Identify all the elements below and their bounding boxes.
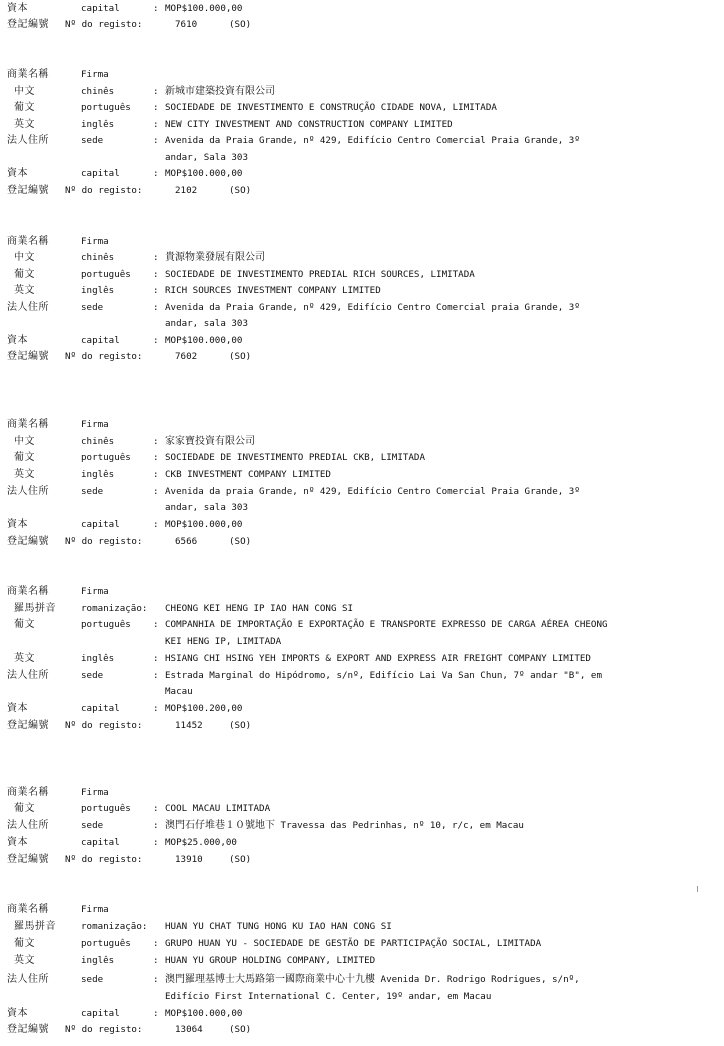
- registo-tag: (SO): [229, 1024, 252, 1035]
- romanizacao-label-pt: romanização:: [81, 603, 148, 614]
- registo-label-zh: 登記編號: [7, 1024, 49, 1035]
- capital-label-zh: 資本: [7, 3, 28, 14]
- colon: :: [153, 803, 159, 814]
- colon: :: [153, 269, 159, 280]
- registo-tag: (SO): [229, 351, 252, 362]
- ingles-name: HUAN YU GROUP HOLDING COMPANY, LIMITED: [165, 955, 376, 966]
- capital-value: MOP$100.000,00: [165, 335, 243, 346]
- chines-label-pt: chinês: [81, 252, 115, 263]
- romanizacao-label-zh: 羅馬拼音: [14, 921, 56, 932]
- sede-label-zh: 法人住所: [7, 974, 49, 985]
- capital-value: MOP$100.000,00: [165, 519, 243, 530]
- sede-label-pt: sede: [81, 486, 104, 497]
- colon: :: [153, 168, 159, 179]
- colon: :: [153, 3, 159, 14]
- ingles-name: HSIANG CHI HSING YEH IMPORTS & EXPORT AND EXPRESS AIR FREIGHT COMPANY LIMITED: [165, 653, 591, 664]
- ingles-label-pt: inglês: [81, 285, 115, 296]
- registo-label-pt: Nº do registo:: [65, 536, 143, 547]
- sede-address-cont: Macau: [165, 686, 193, 697]
- portugues-label-zh: 葡文: [14, 619, 35, 630]
- chines-name: 貴源物業發展有限公司: [165, 252, 265, 263]
- colon: :: [153, 955, 159, 966]
- firma-label-zh: 商業名稱: [7, 586, 49, 597]
- registo-label-zh: 登記編號: [7, 536, 49, 547]
- sede-address-cont: andar, Sala 303: [165, 152, 248, 163]
- colon: :: [153, 285, 159, 296]
- capital-value: MOP$100.000,00: [165, 1008, 243, 1019]
- portugues-label-pt: português: [81, 102, 131, 113]
- ingles-label-pt: inglês: [81, 469, 115, 480]
- capital-label-pt: capital: [81, 168, 120, 179]
- chines-name: 家家寶投資有限公司: [165, 436, 255, 447]
- firma-label-zh: 商業名稱: [7, 236, 49, 247]
- colon: :: [153, 102, 159, 113]
- portugues-name: COMPANHIA DE IMPORTAÇÃO E EXPORTAÇÃO E TRANSPORTE EXPRESSO DE CARGA AÉREA CHEONG: [165, 619, 608, 630]
- portugues-label-pt: português: [81, 619, 131, 630]
- sede-address: 澳門羅理基博士大馬路第一國際商業中心十九樓 Avenida Dr. Rodrigo Rodrigues, s/nº,: [165, 974, 580, 985]
- firma-label-pt: Firma: [81, 419, 109, 430]
- ingles-label-zh: 英文: [14, 119, 35, 130]
- capital-value: MOP$100.000,00: [165, 168, 243, 179]
- portugues-name: SOCIEDADE DE INVESTIMENTO PREDIAL RICH SOURCES, LIMITADA: [165, 269, 475, 280]
- capital-label-zh: 資本: [7, 837, 28, 848]
- colon: :: [153, 519, 159, 530]
- registo-label-zh: 登記編號: [7, 351, 49, 362]
- colon: :: [153, 335, 159, 346]
- sede-label-pt: sede: [81, 302, 104, 313]
- colon: :: [153, 820, 159, 831]
- romanizacao-name: HUAN YU CHAT TUNG HONG KU IAO HAN CONG SI: [165, 921, 392, 932]
- firma-label-zh: 商業名稱: [7, 787, 49, 798]
- ingles-name: NEW CITY INVESTMENT AND CONSTRUCTION COMPANY LIMITED: [165, 119, 453, 130]
- portugues-label-zh: 葡文: [14, 803, 35, 814]
- sede-address: 澳門石仔堆巷１０號地下 Travessa das Pedrinhas, nº 10, r/c, em Macau: [165, 820, 524, 831]
- firma-label-pt: Firma: [81, 236, 109, 247]
- sede-label-pt: sede: [81, 670, 104, 681]
- registo-label-pt: Nº do registo:: [65, 854, 143, 865]
- capital-value: MOP$100.000,00: [165, 3, 243, 14]
- colon: :: [153, 469, 159, 480]
- registo-number: 7602: [175, 351, 198, 362]
- chines-label-pt: chinês: [81, 86, 115, 97]
- colon: :: [153, 703, 159, 714]
- portugues-name: COOL MACAU LIMITADA: [165, 803, 271, 814]
- sede-label-pt: sede: [81, 974, 104, 985]
- registo-number: 2102: [175, 185, 198, 196]
- portugues-label-pt: português: [81, 803, 131, 814]
- colon: :: [153, 974, 159, 985]
- colon: :: [153, 436, 159, 447]
- capital-label-zh: 資本: [7, 519, 28, 530]
- colon: :: [153, 302, 159, 313]
- firma-label-pt: Firma: [81, 787, 109, 798]
- sede-address-cont: andar, sala 303: [165, 502, 248, 513]
- capital-label-pt: capital: [81, 1008, 120, 1019]
- sede-label-zh: 法人住所: [7, 670, 49, 681]
- colon: :: [153, 486, 159, 497]
- registo-label-pt: Nº do registo:: [65, 720, 143, 731]
- colon: :: [153, 653, 159, 664]
- firma-label-zh: 商業名稱: [7, 69, 49, 80]
- colon: :: [153, 452, 159, 463]
- registo-label-zh: 登記編號: [7, 19, 49, 30]
- registo-number: 11452: [175, 720, 203, 731]
- portugues-label-pt: português: [81, 269, 131, 280]
- registo-label-pt: Nº do registo:: [65, 19, 143, 30]
- capital-label-pt: capital: [81, 703, 120, 714]
- chines-label-zh: 中文: [14, 86, 35, 97]
- colon: :: [153, 670, 159, 681]
- colon: :: [153, 619, 159, 630]
- chines-label-zh: 中文: [14, 252, 35, 263]
- portugues-label-zh: 葡文: [14, 269, 35, 280]
- registo-number: 13910: [175, 854, 203, 865]
- capital-label-pt: capital: [81, 335, 120, 346]
- sede-address: Avenida da Praia Grande, nº 429, Edifício Centro Comercial Praia Grande, 3º: [165, 135, 580, 146]
- firma-label-pt: Firma: [81, 69, 109, 80]
- registo-label-pt: Nº do registo:: [65, 185, 143, 196]
- ingles-name: RICH SOURCES INVESTMENT COMPANY LIMITED: [165, 285, 381, 296]
- portugues-label-zh: 葡文: [14, 452, 35, 463]
- ingles-label-pt: inglês: [81, 955, 115, 966]
- sede-address: Avenida da praia Grande, nº 429, Edifício Centro Comercial Praia Grande, 3º: [165, 486, 580, 497]
- scan-speck: [697, 886, 698, 892]
- colon: :: [153, 837, 159, 848]
- capital-label-zh: 資本: [7, 335, 28, 346]
- ingles-label-zh: 英文: [14, 955, 35, 966]
- registo-label-zh: 登記編號: [7, 185, 49, 196]
- colon: :: [153, 135, 159, 146]
- colon: :: [153, 1008, 159, 1019]
- registo-label-zh: 登記編號: [7, 720, 49, 731]
- registo-number: 7610: [175, 19, 198, 30]
- portugues-label-pt: português: [81, 452, 131, 463]
- ingles-label-pt: inglês: [81, 119, 115, 130]
- sede-label-zh: 法人住所: [7, 820, 49, 831]
- registo-tag: (SO): [229, 720, 252, 731]
- capital-label-pt: capital: [81, 519, 120, 530]
- registo-label-pt: Nº do registo:: [65, 1024, 143, 1035]
- sede-label-zh: 法人住所: [7, 135, 49, 146]
- ingles-label-pt: inglês: [81, 653, 115, 664]
- registo-tag: (SO): [229, 19, 252, 30]
- portugues-name-cont: KEI HENG IP, LIMITADA: [165, 636, 282, 647]
- capital-value: MOP$100.200,00: [165, 703, 243, 714]
- colon: :: [153, 252, 159, 263]
- romanizacao-label-zh: 羅馬拼音: [14, 603, 56, 614]
- capital-label-zh: 資本: [7, 168, 28, 179]
- registo-number: 6566: [175, 536, 198, 547]
- ingles-label-zh: 英文: [14, 285, 35, 296]
- firma-label-pt: Firma: [81, 904, 109, 915]
- registo-tag: (SO): [229, 854, 252, 865]
- colon: :: [153, 119, 159, 130]
- capital-value: MOP$25.000,00: [165, 837, 237, 848]
- portugues-name: GRUPO HUAN YU - SOCIEDADE DE GESTÃO DE PARTICIPAÇÃO SOCIAL, LIMITADA: [165, 938, 542, 949]
- capital-label-zh: 資本: [7, 1008, 28, 1019]
- chines-label-pt: chinês: [81, 436, 115, 447]
- registo-tag: (SO): [229, 185, 252, 196]
- sede-label-pt: sede: [81, 820, 104, 831]
- sede-label-zh: 法人住所: [7, 302, 49, 313]
- chines-label-zh: 中文: [14, 436, 35, 447]
- sede-address-cont: Edifício First International C. Center, 19º andar, em Macau: [165, 991, 492, 1002]
- sede-label-zh: 法人住所: [7, 486, 49, 497]
- capital-label-pt: capital: [81, 3, 120, 14]
- firma-label-zh: 商業名稱: [7, 419, 49, 430]
- romanizacao-label-pt: romanização:: [81, 921, 148, 932]
- portugues-label-pt: português: [81, 938, 131, 949]
- chines-name: 新城市建築投資有限公司: [165, 86, 275, 97]
- sede-address-cont: andar, sala 303: [165, 318, 248, 329]
- registo-label-zh: 登記編號: [7, 854, 49, 865]
- portugues-name: SOCIEDADE DE INVESTIMENTO PREDIAL CKB, LIMITADA: [165, 452, 425, 463]
- ingles-label-zh: 英文: [14, 653, 35, 664]
- firma-label-pt: Firma: [81, 586, 109, 597]
- registo-label-pt: Nº do registo:: [65, 351, 143, 362]
- sede-address: Avenida da Praia Grande, nº 429, Edifício Centro Comercial praia Grande, 3º: [165, 302, 580, 313]
- registo-tag: (SO): [229, 536, 252, 547]
- portugues-name: SOCIEDADE DE INVESTIMENTO E CONSTRUÇÃO CIDADE NOVA, LIMITADA: [165, 102, 497, 113]
- registo-number: 13064: [175, 1024, 203, 1035]
- romanizacao-name: CHEONG KEI HENG IP IAO HAN CONG SI: [165, 603, 354, 614]
- colon: :: [153, 938, 159, 949]
- capital-label-zh: 資本: [7, 703, 28, 714]
- portugues-label-zh: 葡文: [14, 938, 35, 949]
- sede-label-pt: sede: [81, 135, 104, 146]
- colon: :: [153, 86, 159, 97]
- portugues-label-zh: 葡文: [14, 102, 35, 113]
- firma-label-zh: 商業名稱: [7, 904, 49, 915]
- ingles-name: CKB INVESTMENT COMPANY LIMITED: [165, 469, 331, 480]
- ingles-label-zh: 英文: [14, 469, 35, 480]
- sede-address: Estrada Marginal do Hipódromo, s/nº, Edifício Lai Va San Chun, 7º andar "B", em: [165, 670, 602, 681]
- capital-label-pt: capital: [81, 837, 120, 848]
